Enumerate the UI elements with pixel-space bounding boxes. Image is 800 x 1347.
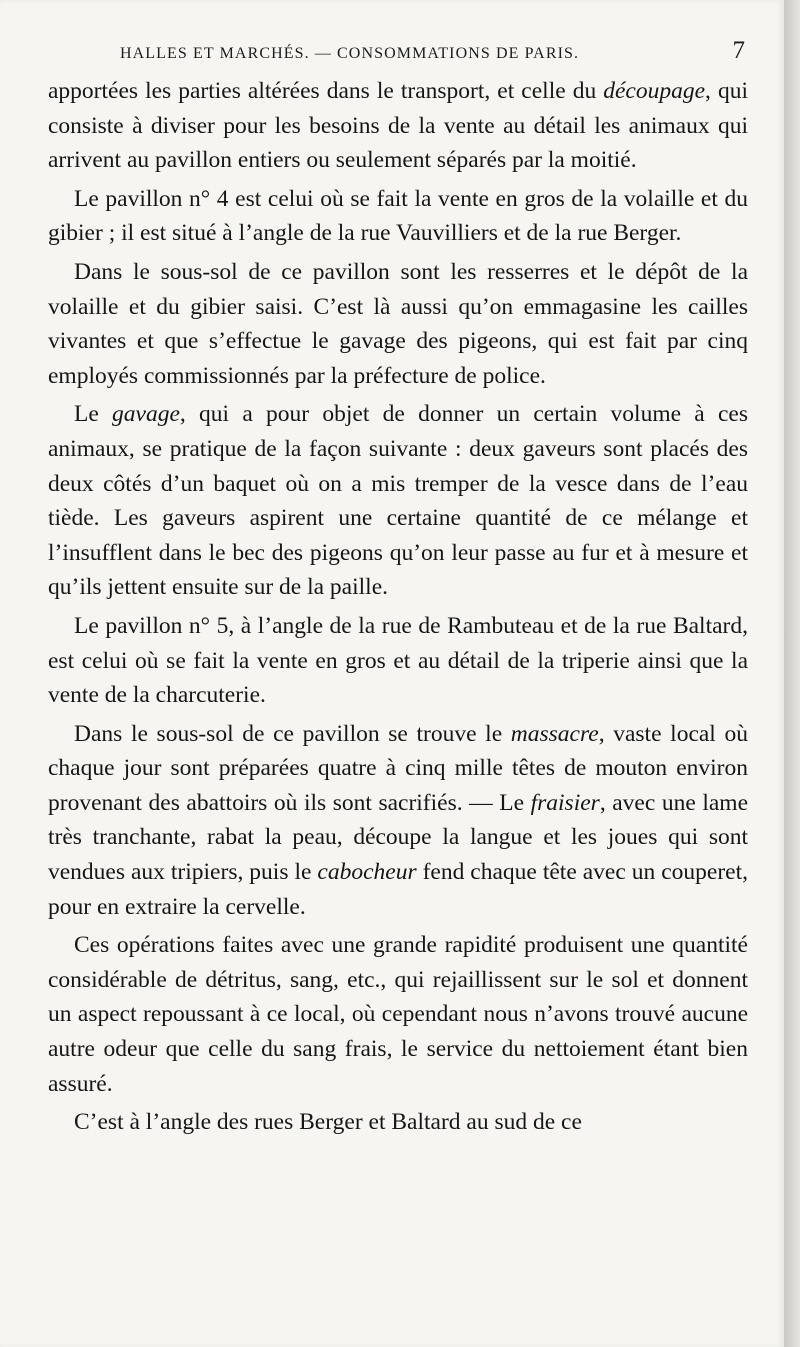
paragraph-2 xyxy=(48,182,748,251)
text-run: Le xyxy=(74,401,113,428)
italic-term-gavage: gavage xyxy=(112,401,180,428)
text-run: Dans le sous-sol de ce pavillon se trouve le xyxy=(74,720,511,747)
text-run: , qui consiste à diviser pour les besoins de la vente au détail les animaux qui arrivent au pavillon entiers ou seulement séparés par la moitié. xyxy=(48,78,748,174)
page-edge-shadow xyxy=(784,0,800,1347)
italic-term-decoupage: découpage xyxy=(603,78,706,104)
text-run: apportées les parties altérées dans le transport, et celle du xyxy=(48,78,604,104)
running-title: HALLES ET MARCHÉS. — CONSOMMATIONS DE PARIS. xyxy=(120,45,580,62)
text-run: Le pavillon n° 5, à l’angle de la rue de Rambuteau et de la rue Baltard, est celui où se fait la vente en gros et au détail de la triperie ainsi que la vente de la charcuterie. xyxy=(48,612,748,709)
italic-term-cabocheur: cabocheur xyxy=(317,859,417,886)
italic-term-massacre: massacre xyxy=(510,720,599,747)
paragraph-5 xyxy=(48,609,748,713)
text-run: Le pavillon n° 4 est celui où se fait la vente en gros de la volaille et du gibier ; il est situé à l’angle de la rue Vauvilliers et de la rue Berger. xyxy=(48,185,748,247)
text-run: Dans le sous-sol de ce pavillon sont les resserres et le dépôt de la volaille et du gibier saisi. C’est là aussi qu’on emmagasine les cailles vivantes et que s’effectue le gavage des pigeons, qui est fait par cinq employés commissionnés par la préfecture de police. xyxy=(48,258,748,389)
text-run: fend chaque tête avec un couperet, pour en extraire la cervelle. xyxy=(48,859,748,920)
text-run: , qui a pour objet de donner un certain volume à ces animaux, se pratique de la façon suivante : deux gaveurs sont placés des deux côtés d’un baquet où on a mis tremper de la vesce dans de l’eau tiède. Les gaveurs aspirent une certaine quantité de ce mélange et l’insufflent dans le bec des pigeons qu’on leur passe au fur et à mesure et qu’ils jettent ensuite sur de la paille. xyxy=(48,401,748,601)
text-run: Ces opérations faites avec une grande rapidité produisent une quantité considérable de détritus, sang, etc., qui rejaillissent sur le sol et donnent un aspect repoussant à ce local, où cependant nous n’avons trouvé aucune autre odeur que celle du sang frais, le service du nettoiement étant bien assuré. xyxy=(48,932,748,1097)
italic-term-fraisier: fraisier xyxy=(530,789,600,816)
page-number: 7 xyxy=(732,37,745,64)
text-run: C’est à l’angle des rues Berger et Baltard au sud de ce xyxy=(74,1109,582,1136)
paragraph-6 xyxy=(48,717,748,925)
text-run: , avec une lame très tranchante, rabat la peau, découpe la langue et les joues qui sont vendues aux tripiers, puis le xyxy=(48,789,749,886)
paragraph-3 xyxy=(48,255,748,393)
paragraph-4 xyxy=(48,397,748,605)
body-text xyxy=(48,74,748,1144)
text-run: , vaste local où chaque jour sont préparées quatre à cinq mille têtes de mouton environ provenant des abattoirs où ils sont sacrifiés. — Le xyxy=(48,720,748,816)
paragraph-1 xyxy=(48,74,748,178)
page-header xyxy=(120,37,745,68)
paragraph-8 xyxy=(48,1105,748,1140)
paragraph-7 xyxy=(48,928,748,1101)
